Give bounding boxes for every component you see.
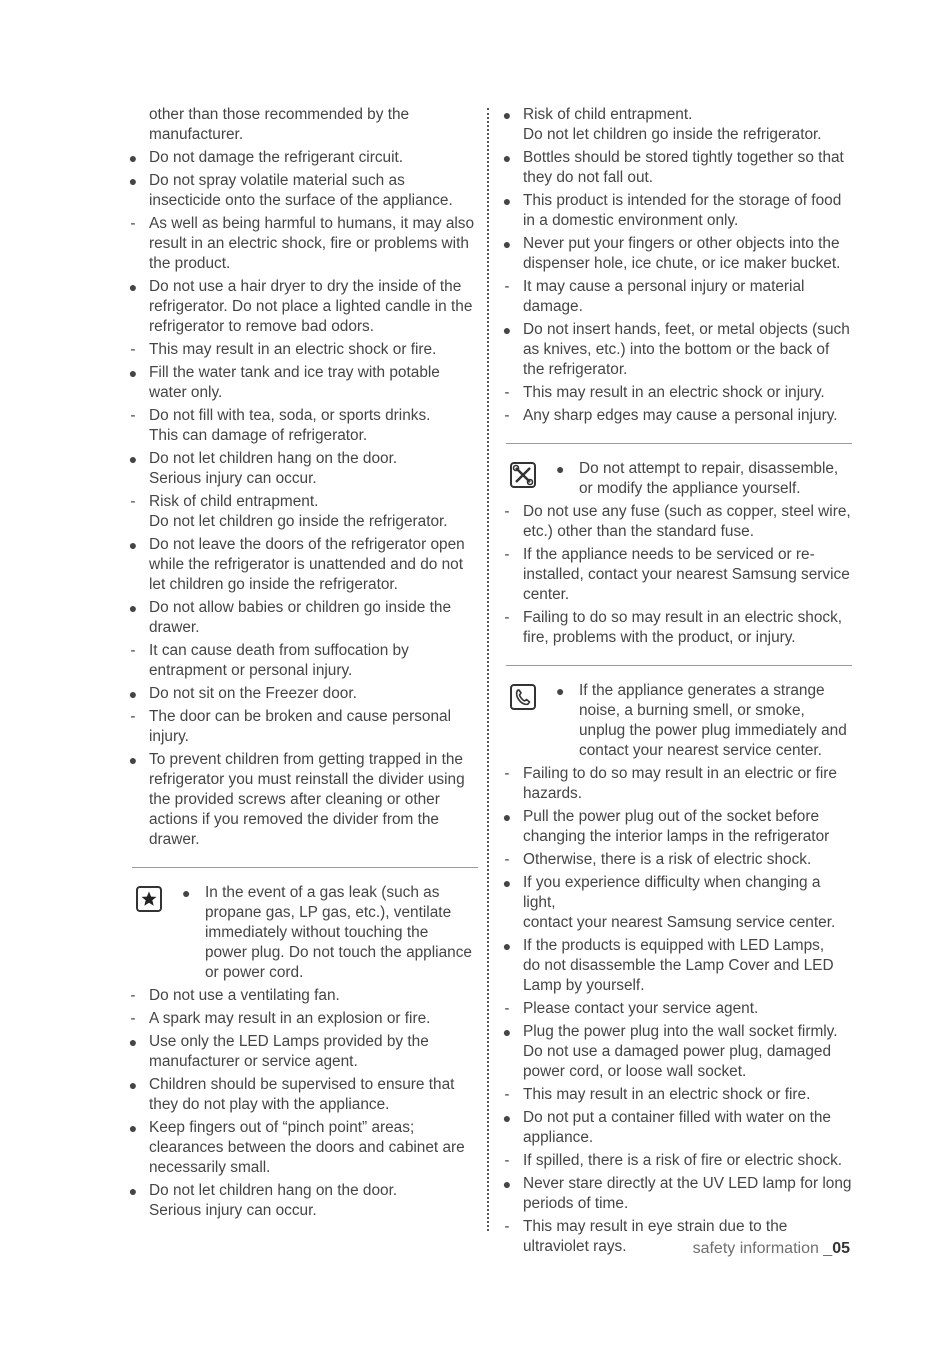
dash-item xyxy=(500,383,852,403)
page-footer xyxy=(693,1240,850,1258)
right-items-tools xyxy=(500,502,852,648)
bullet-item xyxy=(500,1108,852,1148)
item-text: Do not use a hair dryer to dry the inside of the refrigerator. Do not place a lighted candle in the refrigerator to remove bad odors. xyxy=(149,278,473,335)
dash-marker: - xyxy=(504,278,510,295)
bullet-item xyxy=(126,277,478,337)
repair-text: Do not attempt to repair, disassemble, or modify the appliance yourself. xyxy=(579,460,839,497)
item-text: Do not use a ventilating fan. xyxy=(149,987,340,1004)
bullet-marker: ● xyxy=(502,938,512,954)
dash-item xyxy=(500,1085,852,1105)
gas-leak-text: In the event of a gas leak (such as propane gas, LP gas, etc.), ventilate immediately without touching the power plug. Do not touch the appliance or power cord. xyxy=(205,884,472,981)
item-text: This product is intended for the storage of food in a domestic environment only. xyxy=(523,192,842,229)
item-text: If the products is equipped with LED Lamps, do not disassemble the Lamp Cover and LED Lamp by yourself. xyxy=(523,937,834,994)
item-text: If the appliance needs to be serviced or re- installed, contact your nearest Samsung service center. xyxy=(523,546,850,603)
item-text: If spilled, there is a risk of fire or electric shock. xyxy=(523,1152,843,1169)
dash-item xyxy=(126,641,478,681)
dash-item xyxy=(500,850,852,870)
footer-section-name: safety information _ xyxy=(692,1240,833,1257)
dash-marker: - xyxy=(504,384,510,401)
bullet-marker: ● xyxy=(502,236,512,252)
phone-icon xyxy=(509,683,537,711)
dash-item xyxy=(500,608,852,648)
bullet-item xyxy=(500,320,852,380)
item-text: A spark may result in an explosion or fire. xyxy=(149,1010,431,1027)
dash-marker: - xyxy=(504,1218,510,1235)
dash-marker: - xyxy=(130,708,136,725)
dash-marker: - xyxy=(130,341,136,358)
dash-marker: - xyxy=(504,1000,510,1017)
dash-item xyxy=(126,406,478,446)
dash-marker: - xyxy=(130,493,136,510)
strange-noise-notice xyxy=(500,681,852,761)
bullet-item xyxy=(500,234,852,274)
bullet-marker: ● xyxy=(128,600,138,616)
right-items-top xyxy=(500,105,852,426)
dash-marker: - xyxy=(504,609,510,626)
dash-marker: - xyxy=(130,987,136,1004)
item-text: Do not fill with tea, soda, or sports drinks. This can damage of refrigerator. xyxy=(149,407,431,444)
dash-item xyxy=(126,214,478,274)
item-text: Bottles should be stored tightly together so that they do not fall out. xyxy=(523,149,844,186)
item-text: Do not insert hands, feet, or metal objects (such as knives, etc.) into the bottom or the back of the refrigerator. xyxy=(523,321,850,378)
bullet-marker: ● xyxy=(128,451,138,467)
item-text: Use only the LED Lamps provided by the manufacturer or service agent. xyxy=(149,1033,429,1070)
item-text: This may result in an electric shock or injury. xyxy=(523,384,825,401)
bullet-item xyxy=(126,171,478,211)
bullet-marker: ● xyxy=(502,1110,512,1126)
bullet-item xyxy=(126,684,478,704)
item-text: Do not put a container filled with water on the appliance. xyxy=(523,1109,831,1146)
bullet-marker: ● xyxy=(182,885,191,901)
bullet-marker: ● xyxy=(502,875,512,891)
item-text: other than those recommended by the manufacturer. xyxy=(149,106,410,143)
bullet-item xyxy=(500,873,852,933)
bullet-marker: ● xyxy=(128,537,138,553)
bullet-item xyxy=(126,535,478,595)
dash-marker: - xyxy=(504,1152,510,1169)
item-text: Failing to do so may result in an electric or fire hazards. xyxy=(523,765,837,802)
dash-item xyxy=(500,277,852,317)
dash-item xyxy=(500,1151,852,1171)
dash-marker: - xyxy=(504,1086,510,1103)
section-divider-rule xyxy=(506,665,852,666)
bullet-item xyxy=(126,598,478,638)
bullet-marker: ● xyxy=(128,752,138,768)
right-items-phone xyxy=(500,764,852,1257)
item-text: Do not allow babies or children go inside the drawer. xyxy=(149,599,452,636)
item-text: As well as being harmful to humans, it may also result in an electric shock, fire or problems with the product. xyxy=(149,215,475,272)
item-text: Fill the water tank and ice tray with potable water only. xyxy=(149,364,440,401)
repair-notice xyxy=(500,459,852,499)
bullet-marker: ● xyxy=(502,322,512,338)
left-items-top xyxy=(126,105,478,850)
bullet-marker: ● xyxy=(128,150,138,166)
bullet-marker: ● xyxy=(502,809,512,825)
section-divider-rule xyxy=(132,867,478,868)
bullet-marker: ● xyxy=(502,1024,512,1040)
star-warning-icon xyxy=(135,885,163,913)
section-divider-rule xyxy=(506,443,852,444)
dash-item xyxy=(500,502,852,542)
continued-text xyxy=(126,105,478,145)
dash-marker: - xyxy=(130,407,136,424)
item-text: Risk of child entrapment. Do not let children go inside the refrigerator. xyxy=(149,493,448,530)
dash-marker: - xyxy=(504,407,510,424)
bullet-marker: ● xyxy=(556,461,565,477)
right-column xyxy=(500,105,852,1260)
bullet-item xyxy=(126,1032,478,1072)
bullet-marker: ● xyxy=(502,107,512,123)
page-number: 05 xyxy=(832,1240,850,1257)
dash-item xyxy=(126,492,478,532)
item-text: This may result in an electric shock or fire. xyxy=(149,341,437,358)
bullet-item xyxy=(500,148,852,188)
bullet-item xyxy=(500,936,852,996)
bullet-item xyxy=(126,1181,478,1221)
bullet-item xyxy=(126,449,478,489)
dash-item xyxy=(126,986,478,1006)
bullet-item xyxy=(500,105,852,145)
bullet-item xyxy=(500,191,852,231)
item-text: If you experience difficulty when changing a light, contact your nearest Samsung service center. xyxy=(523,874,836,931)
dash-item xyxy=(126,340,478,360)
bullet-marker: ● xyxy=(128,1077,138,1093)
item-text: Do not damage the refrigerant circuit. xyxy=(149,149,404,166)
bullet-marker: ● xyxy=(128,173,138,189)
bullet-item xyxy=(126,363,478,403)
item-text: Do not sit on the Freezer door. xyxy=(149,685,357,702)
item-text: Please contact your service agent. xyxy=(523,1000,759,1017)
bullet-item xyxy=(500,807,852,847)
bullet-marker: ● xyxy=(128,1183,138,1199)
item-text: Keep fingers out of “pinch point” areas; clearances between the doors and cabinet are necessarily small. xyxy=(149,1119,465,1176)
item-text: Risk of child entrapment. Do not let children go inside the refrigerator. xyxy=(523,106,822,143)
item-text: Never put your fingers or other objects into the dispenser hole, ice chute, or ice maker bucket. xyxy=(523,235,841,272)
bullet-item xyxy=(126,1118,478,1178)
dash-marker: - xyxy=(130,215,136,232)
item-text: Failing to do so may result in an electric shock, fire, problems with the product, or injury. xyxy=(523,609,843,646)
bullet-marker: ● xyxy=(128,365,138,381)
dash-marker: - xyxy=(504,546,510,563)
strange-noise-text: If the appliance generates a strange noise, a burning smell, or smoke, unplug the power plug immediately and contact your nearest service center. xyxy=(579,682,847,759)
dash-item xyxy=(500,764,852,804)
bullet-item xyxy=(126,1075,478,1115)
bullet-marker: ● xyxy=(128,686,138,702)
dash-item xyxy=(500,999,852,1019)
bullet-item xyxy=(500,1174,852,1214)
item-text: It may cause a personal injury or material damage. xyxy=(523,278,805,315)
item-text: Children should be supervised to ensure that they do not play with the appliance. xyxy=(149,1076,455,1113)
item-text: Do not leave the doors of the refrigerator open while the refrigerator is unattended and do not let children go inside the refrigerator. xyxy=(149,536,465,593)
dash-item xyxy=(126,1009,478,1029)
bullet-marker: ● xyxy=(128,279,138,295)
dash-marker: - xyxy=(130,1010,136,1027)
dash-marker: - xyxy=(504,503,510,520)
tools-icon xyxy=(509,461,537,489)
dash-item xyxy=(500,406,852,426)
bullet-item xyxy=(126,148,478,168)
bullet-marker: ● xyxy=(556,683,565,699)
dash-item xyxy=(126,707,478,747)
item-text: Never stare directly at the UV LED lamp for long periods of time. xyxy=(523,1175,852,1212)
column-divider xyxy=(487,108,489,1231)
item-text: Do not use any fuse (such as copper, steel wire, etc.) other than the standard fuse. xyxy=(523,503,851,540)
item-text: Plug the power plug into the wall socket firmly. Do not use a damaged power plug, damaged power cord, or loose wall socket. xyxy=(523,1023,838,1080)
item-text: This may result in an electric shock or fire. xyxy=(523,1086,811,1103)
bullet-marker: ● xyxy=(502,193,512,209)
item-text: Otherwise, there is a risk of electric shock. xyxy=(523,851,812,868)
bullet-marker: ● xyxy=(128,1120,138,1136)
dash-marker: - xyxy=(130,642,136,659)
item-text: Do not spray volatile material such as insecticide onto the surface of the appliance. xyxy=(149,172,453,209)
item-text: Do not let children hang on the door. Serious injury can occur. xyxy=(149,450,398,487)
left-column xyxy=(126,105,478,1224)
item-text: Pull the power plug out of the socket before changing the interior lamps in the refrigerator xyxy=(523,808,830,845)
item-text: Do not let children hang on the door. Serious injury can occur. xyxy=(149,1182,398,1219)
dash-marker: - xyxy=(504,851,510,868)
bullet-item xyxy=(126,750,478,850)
gas-leak-notice xyxy=(126,883,478,983)
item-text: Any sharp edges may cause a personal injury. xyxy=(523,407,838,424)
item-text: It can cause death from suffocation by entrapment or personal injury. xyxy=(149,642,409,679)
bullet-marker: ● xyxy=(502,1176,512,1192)
left-items-star xyxy=(126,986,478,1221)
bullet-marker: ● xyxy=(502,150,512,166)
item-text: To prevent children from getting trapped in the refrigerator you must reinstall the divider using the provided screws after cleaning or other actions if you removed the divider from the drawer. xyxy=(149,751,465,848)
bullet-marker: ● xyxy=(128,1034,138,1050)
bullet-item xyxy=(500,1022,852,1082)
item-text: This may result in eye strain due to the ultraviolet rays. xyxy=(523,1218,788,1255)
dash-marker: - xyxy=(504,765,510,782)
dash-item xyxy=(500,545,852,605)
item-text: The door can be broken and cause personal injury. xyxy=(149,708,452,745)
